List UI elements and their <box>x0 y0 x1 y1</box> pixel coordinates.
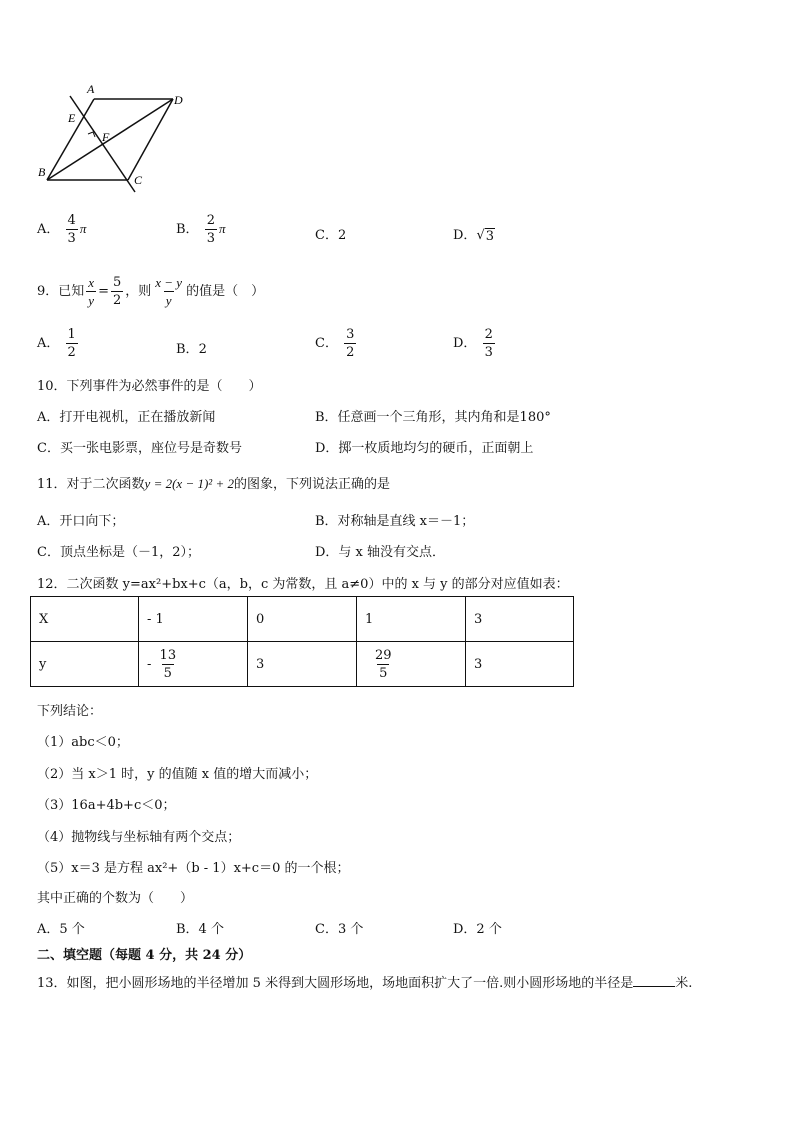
denominator: 5 <box>163 665 172 681</box>
minus-sign: - <box>147 656 152 672</box>
q9-option-b[interactable] <box>176 338 207 357</box>
numerator: 29 <box>375 647 392 663</box>
q9-mid: ，则 <box>125 284 152 299</box>
label-a: A <box>87 82 95 96</box>
option-letter: C． <box>315 336 338 351</box>
table-cell: 0 <box>248 597 357 642</box>
table-cell <box>139 642 248 687</box>
q9-option-d[interactable] <box>453 328 497 359</box>
table-row <box>31 597 574 642</box>
numerator: 5 <box>112 275 122 290</box>
denominator: 2 <box>67 345 76 360</box>
numerator: 4 <box>67 213 76 228</box>
denominator: 3 <box>484 345 493 360</box>
answer-blank[interactable] <box>633 976 675 987</box>
q10-option-c[interactable]: C．买一张电影票，座位号是奇数号 <box>37 441 242 456</box>
q12-option-d[interactable]: D．2 个 <box>453 922 502 937</box>
q9-prefix: 9．已知 <box>37 284 85 299</box>
denominator: y <box>165 293 172 308</box>
side-dc <box>128 99 173 180</box>
numerator: x <box>88 275 95 290</box>
option-letter: A． <box>37 222 60 237</box>
option-value: 2 <box>198 342 207 357</box>
option-letter: B． <box>176 342 199 357</box>
q8-option-b[interactable] <box>176 214 226 245</box>
q11-option-c[interactable]: C．顶点坐标是（－1，2）； <box>37 545 200 560</box>
q13-unit: 米. <box>675 976 693 991</box>
fraction-x-over-y <box>86 276 96 307</box>
equals-sign: = <box>98 284 109 299</box>
table-cell: 3 <box>466 642 574 687</box>
option-value: 2 <box>337 228 347 243</box>
q12-question: 其中正确的个数为（ ） <box>37 891 194 906</box>
denominator: 5 <box>379 665 388 681</box>
q12-conclusion-4: （4）抛物线与坐标轴有两个交点； <box>37 830 241 845</box>
right-angle-mark <box>88 132 95 137</box>
q8-option-c[interactable] <box>315 224 346 243</box>
q13-stem <box>37 972 692 991</box>
table-cell <box>357 642 466 687</box>
table-cell: 1 <box>357 597 466 642</box>
denominator: y <box>88 293 95 308</box>
fraction <box>373 649 394 680</box>
label-b: B <box>38 165 46 179</box>
q11-option-b[interactable]: B．对称轴是直线 x＝－1； <box>315 514 475 529</box>
diagonal-line <box>47 99 173 180</box>
q12-conclusion-5: （5）x＝3 是方程 ax²+（b - 1）x+c＝0 的一个根； <box>37 861 350 876</box>
numerator: 3 <box>346 327 355 342</box>
numerator: 2 <box>206 213 215 228</box>
q12-option-c[interactable]: C．3 个 <box>315 922 364 937</box>
values-table <box>30 596 574 687</box>
q12-conclusion-3: （3）16a+4b+c＜0； <box>37 798 176 813</box>
fraction <box>205 214 217 245</box>
q11-formula: y = 2(x − 1)² + 2 <box>144 476 234 491</box>
q10-option-d[interactable]: D．掷一枚质地均匀的硬币，正面朝上 <box>315 441 534 456</box>
q9-suffix: 的值是（ ） <box>186 284 265 299</box>
table-cell: - 1 <box>139 597 248 642</box>
fraction-five-halves <box>111 276 123 307</box>
q12-option-b[interactable]: B．4 个 <box>176 922 224 937</box>
denominator: 3 <box>206 231 215 246</box>
q12-conclusion-1: （1）abc＜0； <box>37 735 129 750</box>
radicand: 3 <box>485 229 495 244</box>
q12-option-a[interactable]: A．5 个 <box>37 922 85 937</box>
q13-text: 13．如图，把小圆形场地的半径增加 5 米得到大圆形场地，场地面积扩大了一倍.则小圆形场地的半径是 <box>37 976 634 991</box>
q11-option-d[interactable]: D．与 x 轴没有交点． <box>315 545 446 560</box>
q8-option-d[interactable] <box>453 224 495 244</box>
fraction <box>158 649 179 680</box>
q10-option-b[interactable]: B．任意画一个三角形，其内角和是180° <box>315 410 551 425</box>
square-root: √ 3 <box>476 228 495 244</box>
table-row <box>31 642 574 687</box>
q11-option-a[interactable]: A．开口向下； <box>37 514 125 529</box>
parallelogram-figure <box>30 78 200 196</box>
q9-stem <box>37 276 264 307</box>
denominator: 2 <box>346 345 355 360</box>
option-letter: D． <box>453 336 477 351</box>
numerator: x − y <box>155 275 183 290</box>
numerator: 13 <box>159 647 177 663</box>
q11-prefix: 11．对于二次函数 <box>37 477 145 492</box>
table-cell: 3 <box>466 597 574 642</box>
pi-symbol: π <box>218 221 226 236</box>
denominator: 2 <box>112 293 122 308</box>
fraction <box>344 328 356 359</box>
table-cell: y <box>31 642 139 687</box>
label-f: F <box>102 130 110 144</box>
numerator: 1 <box>67 327 76 342</box>
q10-option-a[interactable]: A．打开电视机，正在播放新闻 <box>37 410 216 425</box>
table-cell: 3 <box>248 642 357 687</box>
q12-conclusion-2: （2）当 x＞1 时，y 的值随 x 值的增大而减小； <box>37 767 318 782</box>
line-ec <box>70 96 135 192</box>
fraction <box>66 328 78 359</box>
q11-suffix: 的图象，下列说法正确的是 <box>233 477 390 492</box>
q11-stem <box>37 473 390 492</box>
fraction <box>483 328 495 359</box>
option-letter: D． <box>453 228 477 243</box>
section-heading: 二、填空题（每题 4 分，共 24 分） <box>37 948 252 963</box>
table-cell: X <box>31 597 139 642</box>
q12-intro: 下列结论： <box>37 704 103 719</box>
q9-option-a[interactable] <box>37 328 80 359</box>
label-e: E <box>68 111 76 125</box>
denominator: 3 <box>67 231 76 246</box>
fraction-x-minus-y-over-y <box>153 276 184 307</box>
q10-stem: 10．下列事件为必然事件的是（ ） <box>37 379 262 394</box>
pi-symbol: π <box>79 221 87 236</box>
numerator: 2 <box>484 327 493 342</box>
q12-stem: 12．二次函数 y=ax²+bx+c（a，b，c 为常数，且 a≠0）中的 x 与 y 的部分对应值如表： <box>37 577 569 592</box>
fraction <box>66 214 78 245</box>
label-c: C <box>134 173 143 187</box>
option-letter: A． <box>37 336 60 351</box>
q9-option-c[interactable] <box>315 328 358 359</box>
option-letter: B． <box>176 222 199 237</box>
label-d: D <box>174 93 183 107</box>
q8-option-a[interactable] <box>37 214 86 245</box>
option-letter: C． <box>315 228 338 243</box>
